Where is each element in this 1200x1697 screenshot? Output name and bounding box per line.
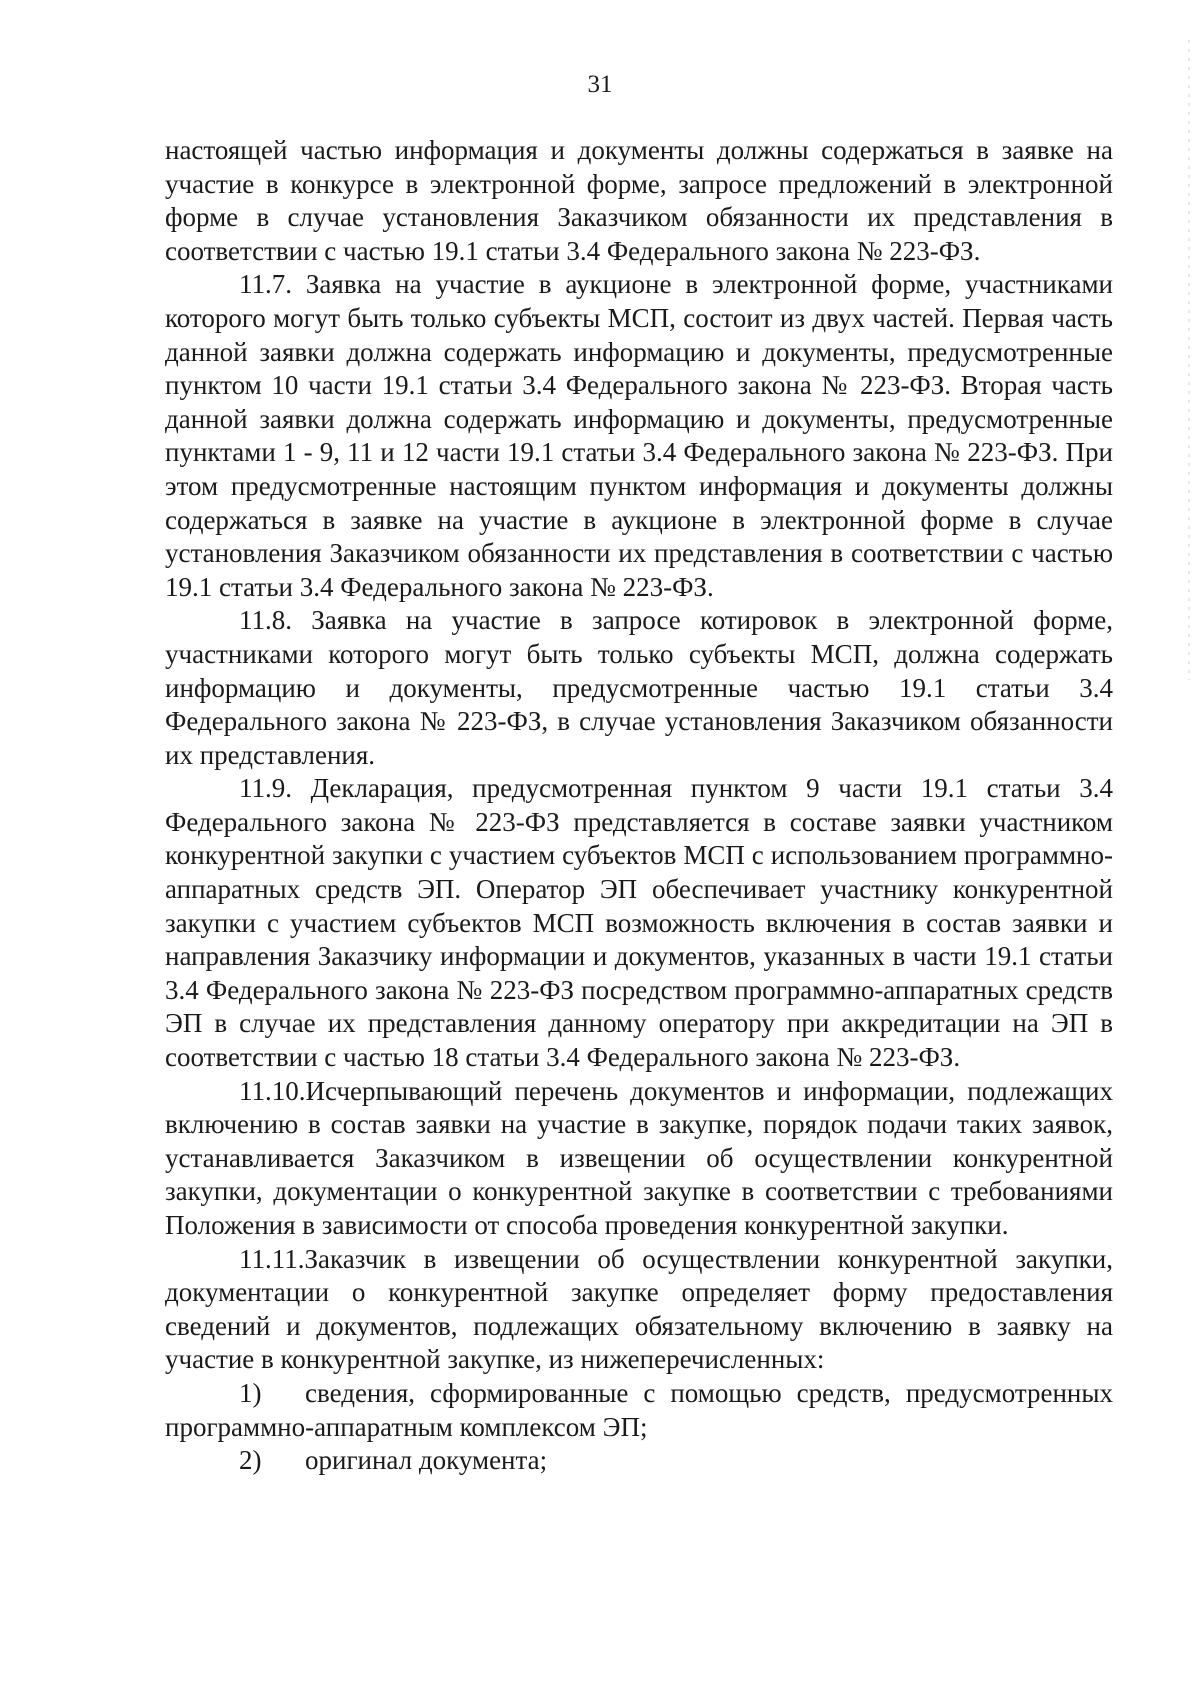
- paragraph-continuation: настоящей частью информация и документы должны содержаться в заявке на участие в конкурсе в электронной форме, запросе предложений в электронной форме в случае установления Заказчиком обязанности их представления в соответствии с частью 19.1 статьи 3.4 Федерального закона № 223-ФЗ.: [165, 135, 1113, 266]
- paragraph-11-10: 11.10.Исчерпывающий перечень документов и информации, подлежащих включению в состав заявки на участие в закупке, порядок подачи таких заявок, устанавливается Заказчиком в извещении об осуществлении конкурентной закупки, документации о конкурентной закупке в соответствии с требованиями Положения в зависимости от способа проведения конкурентной закупки.: [165, 1075, 1113, 1240]
- document-body: [165, 134, 1113, 1478]
- scan-edge-marks: [1188, 40, 1190, 680]
- list-item-text: оригинал документа;: [305, 1445, 548, 1476]
- list-item-number: 1): [239, 1377, 262, 1408]
- paragraph-11-7: 11.7. Заявка на участие в аукционе в электронной форме, участниками которого могут быть только субъекты МСП, состоит из двух частей. Первая часть данной заявки должна содержать информацию и документы, предусмотренные пунктом 10 части 19.1 статьи 3.4 Федерального закона № 223-ФЗ. Вторая часть данной заявки должна содержать информацию и документы, предусмотренные пунктами 1 - 9, 11 и 12 части 19.1 статьи 3.4 Федерального закона № 223-ФЗ. При этом предусмотренные настоящим пунктом информация и документы должны содержаться в заявке на участие в аукционе в электронной форме в случае установления Заказчиком обязанности их представления в соответствии с частью 19.1 статьи 3.4 Федерального закона № 223-ФЗ.: [165, 269, 1113, 602]
- paragraph-11-11: 11.11.Заказчик в извещении об осуществлении конкурентной закупки, документации о конкурентной закупке определяет форму предоставления сведений и документов, подлежащих обязательному включению в заявку на участие в конкурентной закупке, из нижеперечисленных:: [165, 1243, 1113, 1375]
- list-item-number: 2): [239, 1445, 262, 1476]
- paragraph-11-9: 11.9. Декларация, предусмотренная пунктом 9 части 19.1 статьи 3.4 Федерального закона № 223-ФЗ представляется в составе заявки участником конкурентной закупки с участием субъектов МСП с использованием программно-аппаратных средств ЭП. Оператор ЭП обеспечивает участнику конкурентной закупки с участием субъектов МСП возможность включения в состав заявки и направления Заказчику информации и документов, указанных в части 19.1 статьи 3.4 Федерального закона № 223-ФЗ посредством программно-аппаратных средств ЭП в случае их представления данному оператору при аккредитации на ЭП в соответствии с частью 18 статьи 3.4 Федерального закона № 223-ФЗ.: [165, 773, 1113, 1073]
- list-item-text: сведения, сформированные с помощью средств, предусмотренных программно-аппаратным комплексом ЭП;: [165, 1377, 1113, 1442]
- page-number: 31: [587, 71, 613, 98]
- list-item: [165, 1377, 1113, 1444]
- list-item: [165, 1444, 1113, 1478]
- paragraph-11-8: 11.8. Заявка на участие в запросе котировок в электронной форме, участниками которого могут быть только субъекты МСП, должна содержать информацию и документы, предусмотренные частью 19.1 статьи 3.4 Федерального закона № 223-ФЗ, в случае установления Заказчиком обязанности их представления.: [165, 605, 1113, 770]
